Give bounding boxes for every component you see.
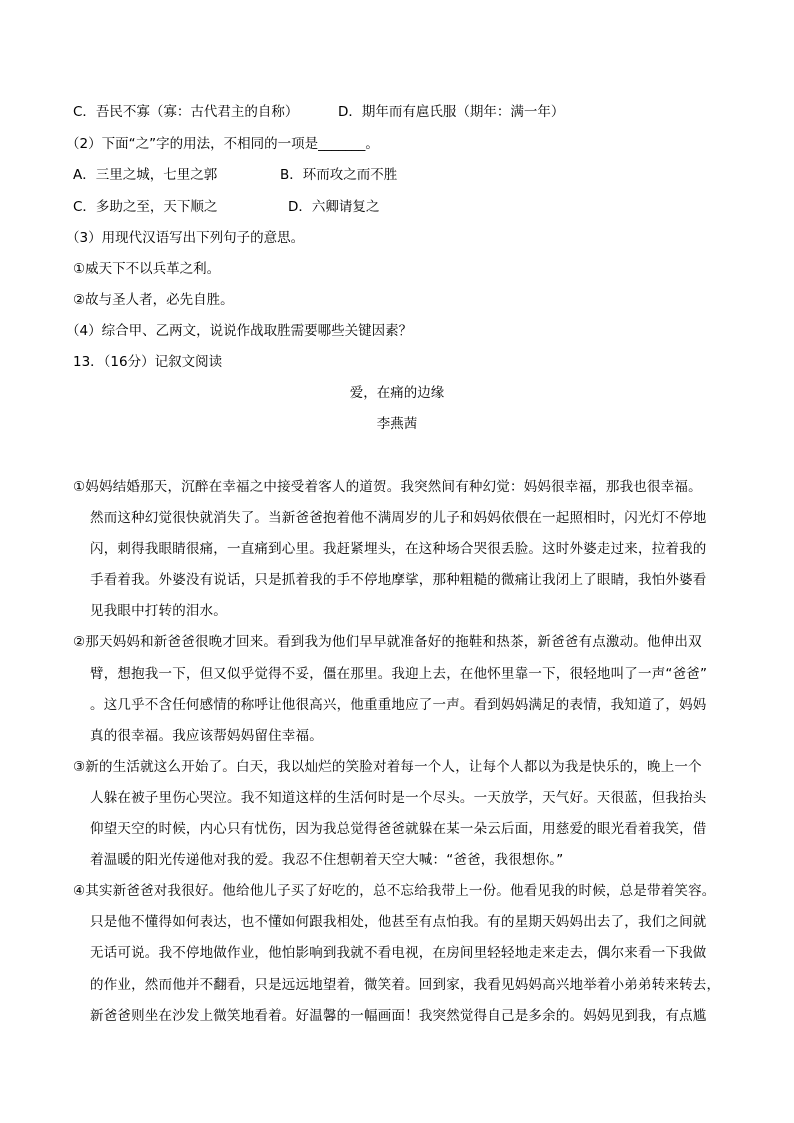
q12-option-c: C．吾民不寡（寡：古代君主的自称） — [73, 104, 299, 120]
p4-line-4: 的作业，然而他并不翻看，只是远远地望着，微笑着。回到家，我看见妈妈高兴地举着小弟弟转来转去， — [90, 977, 721, 993]
q12-4-prompt: （4）综合甲、乙两文，说说作战取胜需要哪些关键因素？ — [66, 323, 413, 339]
p1-line-3: 闪，刺得我眼睛很痛，一直痛到心里。我赶紧埋头，在这种场合哭很丢脸。这时外婆走过来，拉着我的 — [90, 541, 707, 557]
q12-2-option-a: A．三里之城，七里之郭 — [73, 167, 218, 183]
q12-2-option-b: B．环而攻之而不胜 — [280, 167, 398, 183]
article-author: 李燕茜 — [376, 416, 418, 432]
q12-2-option-d: D．六卿请复之 — [288, 199, 380, 215]
p4-line-3: 无话可说。我不停地做作业，他怕影响到我就不看电视，在房间里轻轻地走来走去，偶尔来看一下我做 — [90, 945, 707, 961]
p1-line-4: 手看着我。外婆没有说话，只是抓着我的手不停地摩挲，那种粗糙的微痛让我闭上了眼睛，我怕外婆看 — [90, 572, 707, 588]
p2-line-1: ②那天妈妈和新爸爸很晚才回来。看到我为他们早早就准备好的拖鞋和热茶，新爸爸有点激动。他伸出双 — [73, 634, 702, 650]
p1-line-2: 然而这种幻觉很快就消失了。当新爸爸抱着他不满周岁的儿子和妈妈依偎在一起照相时，闪光灯不停地 — [90, 510, 707, 526]
p3-line-4: 着温暖的阳光传递他对我的爱。我忍不住想朝着天空大喊：“爸爸，我很想你。” — [90, 852, 564, 868]
p3-line-1: ③新的生活就这么开始了。白天，我以灿烂的笑脸对着每一个人，让每个人都以为我是快乐的，晚上一个 — [73, 759, 702, 775]
q13-heading: 13．（16分）记叙文阅读 — [73, 354, 223, 370]
q12-3-sentence-2: ②故与圣人者，必先自胜。 — [73, 292, 234, 308]
q12-3-prompt: （3）用现代汉语写出下列句子的意思。 — [66, 230, 305, 246]
p2-line-4: 真的很幸福。我应该帮妈妈留住幸福。 — [90, 728, 323, 744]
q12-3-sentence-1: ①威天下不以兵革之利。 — [73, 261, 221, 277]
p2-line-3: 。这几乎不含任何感情的称呼让他很高兴，他重重地应了一声。看到妈妈满足的表情，我知道了，妈妈 — [90, 697, 707, 713]
p1-line-5: 见我眼中打转的泪水。 — [90, 603, 227, 619]
q12-2-prompt: （2）下面“之”字的用法，不相同的一项是_______。 — [66, 136, 379, 152]
p4-line-5: 新爸爸则坐在沙发上微笑地看着。好温馨的一幅画面！我突然觉得自己是多余的。妈妈见到我，有点尴 — [90, 1008, 707, 1024]
p4-line-2: 只是他不懂得如何表达，也不懂如何跟我相处，他甚至有点怕我。有的星期天妈妈出去了，我们之间就 — [90, 914, 707, 930]
p3-line-2: 人躲在被子里伤心哭泣。我不知道这样的生活何时是一个尽头。一天放学，天气好。天很蓝，但我抬头 — [90, 790, 707, 806]
q12-2-option-c: C．多助之至，天下顺之 — [73, 199, 218, 215]
p2-line-2: 臂，想抱我一下，但又似乎觉得不妥，僵在那里。我迎上去，在他怀里靠一下，很轻地叫了一声“爸爸” — [90, 666, 708, 682]
article-title: 爱，在痛的边缘 — [349, 385, 445, 401]
p4-line-1: ④其实新爸爸对我很好。他给他儿子买了好吃的，总不忘给我带上一份。他看见我的时候，总是带着笑容。 — [73, 883, 716, 899]
p1-line-1: ①妈妈结婚那天，沉醉在幸福之中接受着客人的道贺。我突然间有种幻觉：妈妈很幸福，那我也很幸福。 — [73, 479, 702, 495]
q12-option-d: D．期年而有扈氏服（期年：满一年） — [338, 104, 565, 120]
p3-line-3: 仰望天空的时候，内心只有忧伤，因为我总觉得爸爸就躲在某一朵云后面，用慈爱的眼光看着我笑，借 — [90, 821, 707, 837]
